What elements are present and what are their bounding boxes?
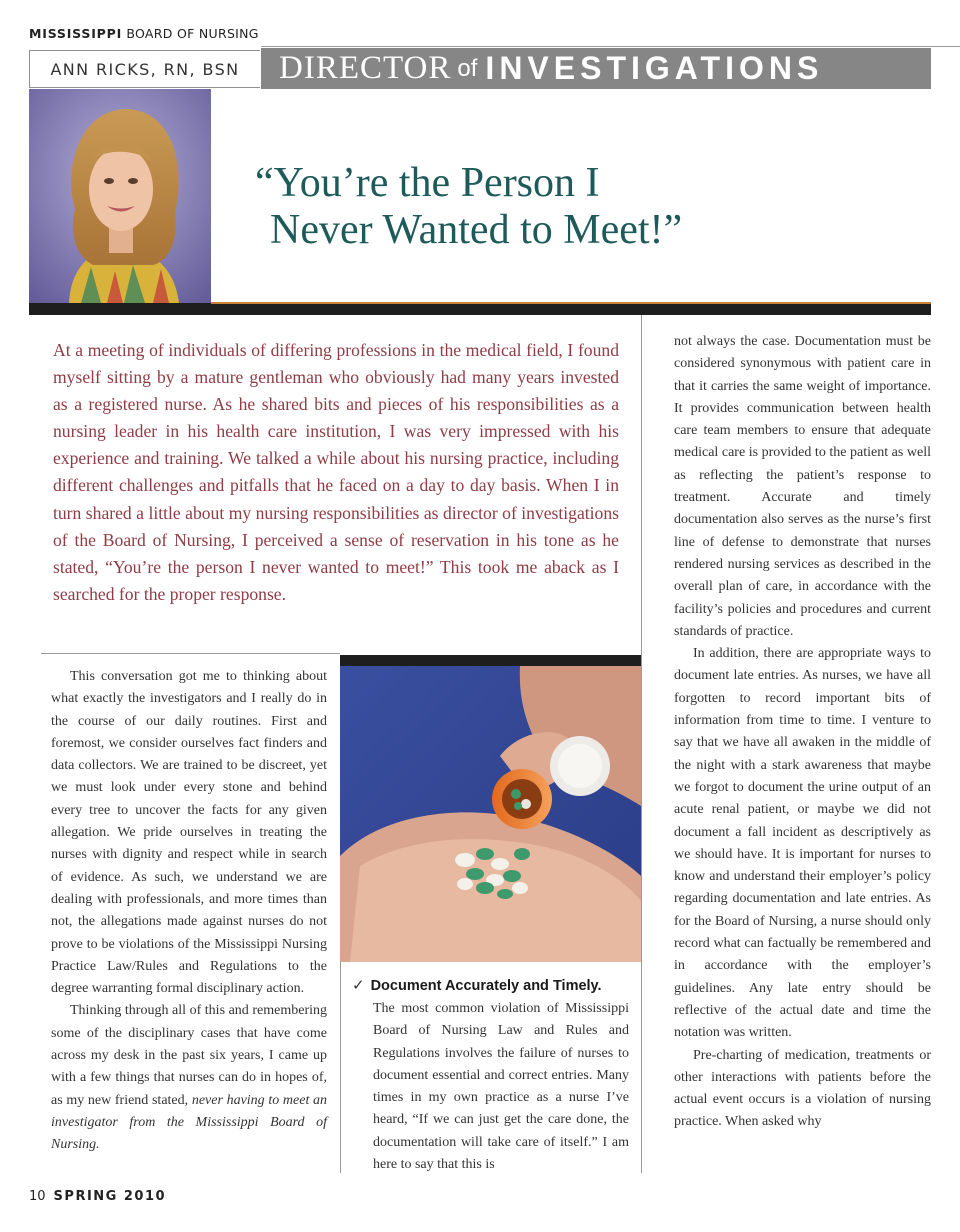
right-paragraph-2: In addition, there are appropriate ways to document late entries. As nurses, we have all forgotten to record important bits of information from time to time. I venture to say that we have all awaken in the middle of the night with a stark awareness that maybe we forgot to document the urine output of an acute renal patient, or maybe we did not document a fall incident as descriptively as we should have. It is important for nurses to know and understand their employer’s policy regarding documentation and late entries. As for the Board of Nursing, a nurse should only record what can factually be remembered and in accordance with the employer’s guidelines. Any late entry should be reflective of the actual date and time the notation was written. (674, 646, 931, 1041)
column-divider-right (641, 315, 642, 1173)
photo-top-bar (340, 655, 641, 666)
department-banner (261, 48, 931, 89)
section-heading (352, 976, 632, 994)
intro-divider (41, 653, 340, 654)
right-paragraph-1: not always the case. Documentation must be considered synonymous with patient care in that it carries the same weight of importance. It provides communication between health care team members to ensure that adequate medical care is provided to the patient as well as reflecting the patient’s response to treatment. Accurate and timely documentation also serves as the nurse’s first line of defense to demonstrate that nurses rendered nursing services as described in the overall plan of care, in accordance with the facility’s policies and procedures and current standards of practice. (674, 334, 931, 639)
right-paragraph-3: Pre-charting of medication, treatments or other interactions with patients before the actual event occurs is a violation of nursing practice. When asked why (674, 1047, 931, 1130)
article-intro: At a meeting of individuals of differing professions in the medical field, I found myself sitting by a mature gentleman who obviously had many years invested as a registered nurse. As he shared bits and pieces of his responsibilities as a nursing leader in his health care institution, I was very impressed with his experience and training. We talked a while about his nursing practice, including different challenges and pitfalls that he faced on a day to day basis. When I in turn shared a little about my nursing responsibilities as director of investigations of the Board of Nursing, I perceived a sense of reservation in his tone as he stated, “You’re the person I never wanted to meet!” This took me aback as I searched for the proper response. (53, 340, 619, 604)
title-line-1: “You’re the Person I (255, 160, 600, 206)
accent-rule (211, 302, 931, 304)
left-column (51, 666, 327, 1157)
left-paragraph-2-text: Thinking through all of this and remembering some of the disciplinary cases that have come across my desk in the past six years, I came up with a few things that nurses can do in hopes of, as my new friend stated, (51, 1003, 327, 1108)
masthead (29, 26, 259, 41)
masthead-rule (261, 46, 960, 47)
department-word-director: DIRECTOR (279, 50, 452, 86)
masthead-brand: MISSISSIPPI (29, 26, 123, 41)
article-title (255, 160, 895, 254)
author-portrait (29, 89, 211, 303)
middle-paragraph-1: The most common violation of Mississippi Board of Nursing Law and Rules and Regulations involves the failure of nurses to document essential and correct entries. Many times in my own practice as a nurse I’ve heard, “If we can just get the care done, the documentation will take care of itself.” I am here to say that this is (373, 1001, 629, 1173)
header-rule (29, 303, 931, 315)
department-word-investigations: INVESTIGATIONS (485, 50, 824, 86)
page-footer (29, 1189, 166, 1204)
right-column (674, 331, 931, 1134)
department-word-of: of (457, 54, 478, 82)
issue-label: SPRING 2010 (53, 1189, 167, 1204)
page-number: 10 (29, 1189, 46, 1204)
title-line-2: Never Wanted to Meet!” (270, 207, 683, 253)
left-paragraph-2 (51, 1000, 327, 1156)
masthead-org: BOARD OF NURSING (126, 26, 259, 41)
middle-column (373, 998, 629, 1176)
author-name: ANN RICKS, RN, BSN (29, 50, 260, 88)
left-paragraph-1: This conversation got me to thinking about what exactly the investigators and I really do in the course of our daily routines. First and foremost, we consider ourselves fact finders and data collectors. We are trained to be discreet, yet we must look under every stone and behind every tree to uncover the facts for any given allegation. We pride ourselves in treating the nurses with dignity and respect while in search of evidence. As such, we understand we are dealing with professionals, and more times than not, the allegations made against nurses do not prove to be violations of the Mississippi Nursing Practice Law/Rules and Regulations to the degree warranting formal disciplinary action. (51, 669, 327, 997)
left-paragraph-2-emphasis: never having to meet an investigator from the Mississippi Board of Nursing. (51, 1092, 327, 1153)
checkmark-icon: ✓ (352, 976, 365, 994)
section-heading-text: Document Accurately and Timely. (370, 978, 602, 994)
pills-photo (340, 666, 641, 962)
